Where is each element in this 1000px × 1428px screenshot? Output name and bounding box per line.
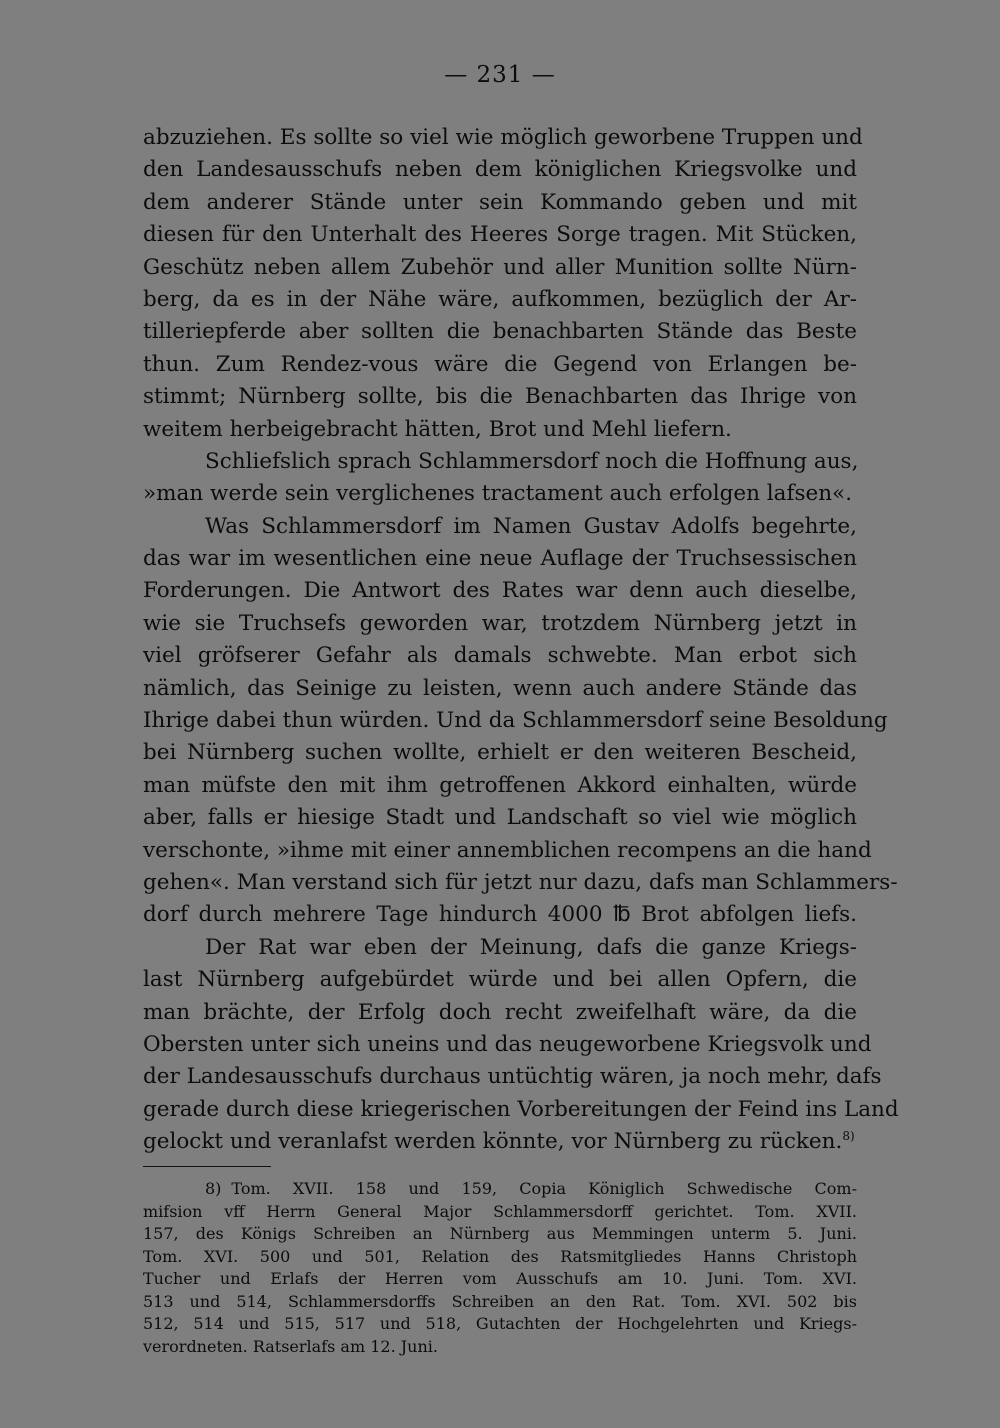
text-line: verschonte, »ihme mit einer annemblichen recompens an die hand [143, 837, 872, 863]
footnote-reference: 8) [842, 1128, 855, 1143]
footnote-line: 512, 514 und 515, 517 und 518, Gutachten der Hochgelehrten und Kriegs- [143, 1314, 857, 1333]
text-line: Obersten unter sich uneins und das neugeworbene Kriegsvolk und [143, 1031, 872, 1057]
text-line: viel gröfserer Gefahr als damals schwebte. Man erbot sich [143, 643, 857, 669]
text-line: aber, falls er hiesige Stadt und Landschaft so viel wie möglich [143, 805, 857, 831]
text-line: abzuziehen. Es sollte so viel wie möglich geworbene Truppen und [143, 125, 863, 150]
footnote-line: 513 und 514, Schlammersdorffs Schreiben an den Rat. Tom. XVI. 502 bis [143, 1291, 857, 1311]
footnote-line: Tom. XVI. 500 und 501, Relation des Ratsmitgliedes Hanns Christoph [143, 1246, 857, 1266]
text-line: gehen«. Man verstand sich für jetzt nur dazu, dafs man Schlammers- [143, 869, 898, 895]
text-line: gelockt und veranlafst werden könnte, vor Nürnberg zu rücken.$^{8)}$ [143, 1128, 855, 1155]
footnote-line: 8) Tom. XVII. 158 und 159, Copia Königlich Schwedische Com- [205, 1179, 857, 1198]
text-line: Geschütz neben allem Zubehör und aller Munition sollte Nürn- [143, 254, 857, 280]
text-line: das war im wesentlichen eine neue Auflage der Truchsessischen [143, 546, 857, 572]
text-line: wie sie Truchsefs geworden war, trotzdem Nürnberg jetzt in [143, 610, 857, 636]
footnote-rule [143, 1166, 271, 1167]
footnote-marker: 8) [205, 1179, 222, 1198]
text-line: weitem herbeigebracht hätten, Brot und Mehl liefern. [143, 416, 732, 442]
text-line: »man werde sein verglichenes tractament auch erfolgen lafsen«. [143, 481, 853, 507]
text-line: diesen für den Unterhalt des Heeres Sorge tragen. Mit Stücken, [143, 222, 857, 248]
text-line: berg, da es in der Nähe wäre, aufkommen, bezüglich der Ar- [143, 286, 857, 312]
text-line: thun. Zum Rendez-vous wäre die Gegend von Erlangen be- [143, 351, 857, 377]
text-line: Schliefslich sprach Schlammersdorf noch die Hoffnung aus, [205, 448, 859, 474]
footnote-line: Tucher und Erlafs der Herren vom Ausschufs am 10. Juni. Tom. XVI. [143, 1269, 857, 1288]
text-line: Ihrige dabei thun würden. Und da Schlammersdorf seine Besoldung [143, 708, 888, 734]
text-line: stimmt; Nürnberg sollte, bis die Benachbarten das Ihrige von [143, 384, 857, 410]
text-line: dorf durch mehrere Tage hindurch 4000 ℔ Brot abfolgen liefs. [143, 902, 857, 928]
text-line: gerade durch diese kriegerischen Vorbereitungen der Feind ins Land [143, 1096, 899, 1122]
text-line: man müfste den mit ihm getroffenen Akkord einhalten, würde [143, 772, 857, 798]
text-line: Was Schlammersdorf im Namen Gustav Adolfs begehrte, [205, 513, 857, 539]
text-line: last Nürnberg aufgebürdet würde und bei allen Opfern, die [143, 967, 857, 993]
text-line: der Landesausschufs durchaus untüchtig wären, ja noch mehr, dafs [143, 1064, 882, 1090]
footnote-line: mifsion vff Herrn General Major Schlammersdorff gerichtet. Tom. XVII. [143, 1201, 857, 1221]
text-line: tilleriepferde aber sollten die benachbarten Stände das Beste [143, 319, 857, 345]
body-text [143, 122, 899, 1159]
text-line: Der Rat war eben der Meinung, dafs die ganze Kriegs- [205, 934, 857, 960]
footnote-line: verordneten. Ratserlafs am 12. Juni. [143, 1336, 438, 1356]
text-line: dem anderer Stände unter sein Kommando geben und mit [143, 189, 857, 215]
text-line: bei Nürnberg suchen wollte, erhielt er den weiteren Bescheid, [143, 740, 857, 766]
page-number: — 231 — [444, 62, 556, 88]
footnotes [143, 1178, 857, 1358]
text-line: nämlich, das Seinige zu leisten, wenn auch andere Stände das [143, 675, 857, 701]
text-line: Forderungen. Die Antwort des Rates war denn auch dieselbe, [143, 578, 857, 604]
text-line: man brächte, der Erfolg doch recht zweifelhaft wäre, da die [143, 999, 857, 1025]
footnote-line: 157, des Königs Schreiben an Nürnberg aus Memmingen unterm 5. Juni. [143, 1224, 857, 1243]
text-line: den Landesausschufs neben dem königlichen Kriegsvolke und [143, 157, 857, 183]
